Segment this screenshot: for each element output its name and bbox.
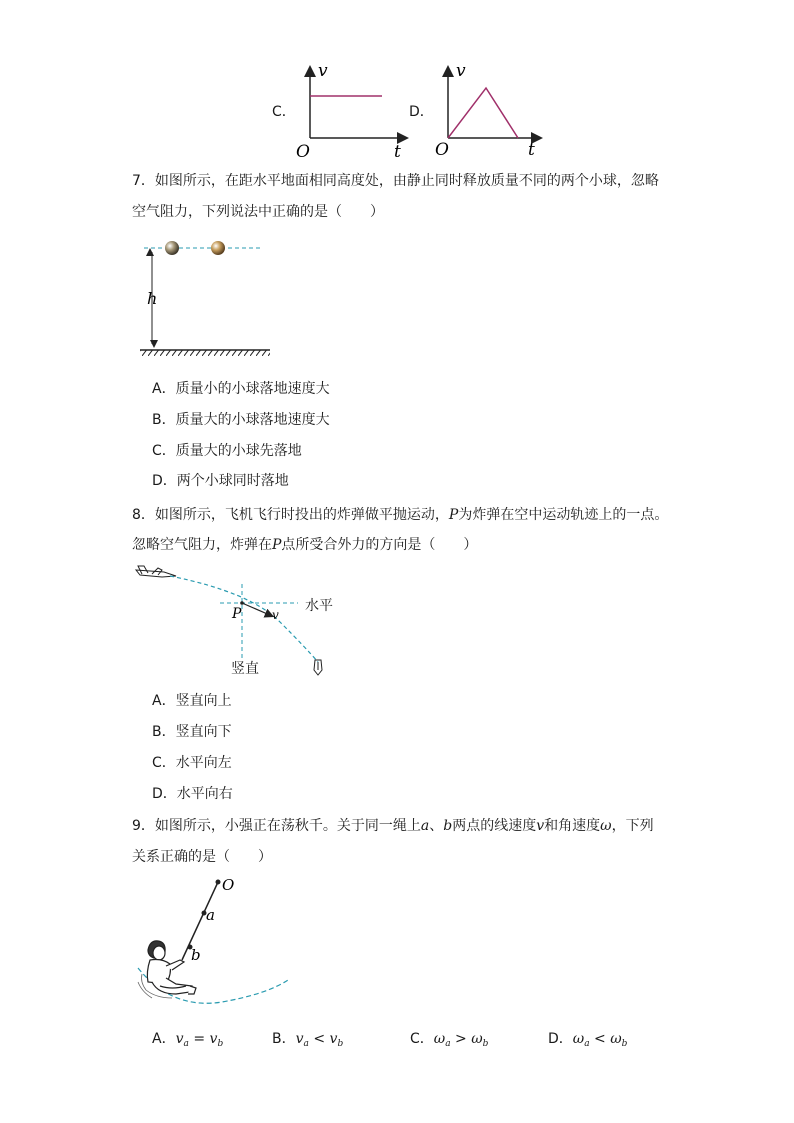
q7-option-c: C．质量大的小球先落地 — [152, 443, 302, 459]
ground-hatching — [140, 350, 270, 356]
q7-option-a: A．质量小的小球落地速度大 — [152, 381, 330, 397]
q7-stem-line1: 7．如图所示，在距水平地面相同高度处，由静止同时释放质量不同的两个小球，忽略 — [132, 173, 659, 189]
point-p — [240, 601, 244, 605]
option-c-vt-graph — [294, 60, 410, 160]
vertical-label: 竖直 — [231, 661, 259, 677]
q9-figure — [132, 870, 302, 1010]
q7-figure — [136, 236, 276, 358]
b-label: b — [191, 946, 201, 964]
option-d-vt-graph — [432, 60, 548, 160]
origin-label: O — [435, 140, 449, 160]
q8-stem-line2: 忽略空气阻力，炸弹在P点所受合外力的方向是（ ） — [132, 537, 478, 553]
q8-option-a: A．竖直向上 — [152, 693, 232, 709]
v-axis-label: v — [456, 61, 466, 81]
bomb-icon — [314, 660, 322, 675]
trajectory-curve — [170, 576, 318, 662]
horizontal-label: 水平 — [305, 598, 333, 614]
q7-option-d: D．两个小球同时落地 — [152, 473, 289, 489]
v-axis-label: v — [318, 61, 328, 81]
t-axis-label: t — [394, 142, 401, 160]
option-d-label: D． — [409, 104, 434, 120]
q9-option-a: A．$v_a = v_b$ — [152, 1031, 224, 1049]
p-label: P — [232, 606, 242, 622]
ball-2 — [211, 241, 225, 255]
option-c-label: C． — [272, 104, 296, 120]
t-axis-label: t — [528, 140, 535, 160]
q7-stem-line2: 空气阻力，下列说法中正确的是（ ） — [132, 204, 384, 220]
q8-stem-line1: 8．如图所示，飞机飞行时投出的炸弹做平抛运动，P为炸弹在空中运动轨迹上的一点。 — [132, 507, 669, 523]
height-label: h — [147, 289, 158, 308]
v-label: v — [272, 608, 279, 622]
q8-option-b: B．竖直向下 — [152, 724, 232, 740]
q9-option-b: B．$v_a < v_b$ — [272, 1031, 344, 1049]
q8-option-d: D．水平向右 — [152, 786, 233, 802]
o-label: O — [222, 876, 235, 894]
a-label: a — [206, 906, 215, 924]
q9-stem-line1: 9．如图所示，小强正在荡秋千。关于同一绳上a、b两点的线速度v和角速度ω，下列 — [132, 818, 654, 834]
airplane-icon — [136, 566, 176, 577]
ball-1 — [165, 241, 179, 255]
q9-option-d: D．$\omega_a < \omega_b$ — [548, 1031, 628, 1049]
triangle-velocity-line — [448, 88, 518, 138]
q9-stem-line2: 关系正确的是（ ） — [132, 849, 272, 865]
q7-option-b: B．质量大的小球落地速度大 — [152, 412, 330, 428]
q9-option-c: C．$\omega_a > \omega_b$ — [410, 1031, 489, 1049]
q8-option-c: C．水平向左 — [152, 755, 232, 771]
origin-label: O — [296, 142, 310, 160]
pivot-o — [216, 880, 221, 885]
